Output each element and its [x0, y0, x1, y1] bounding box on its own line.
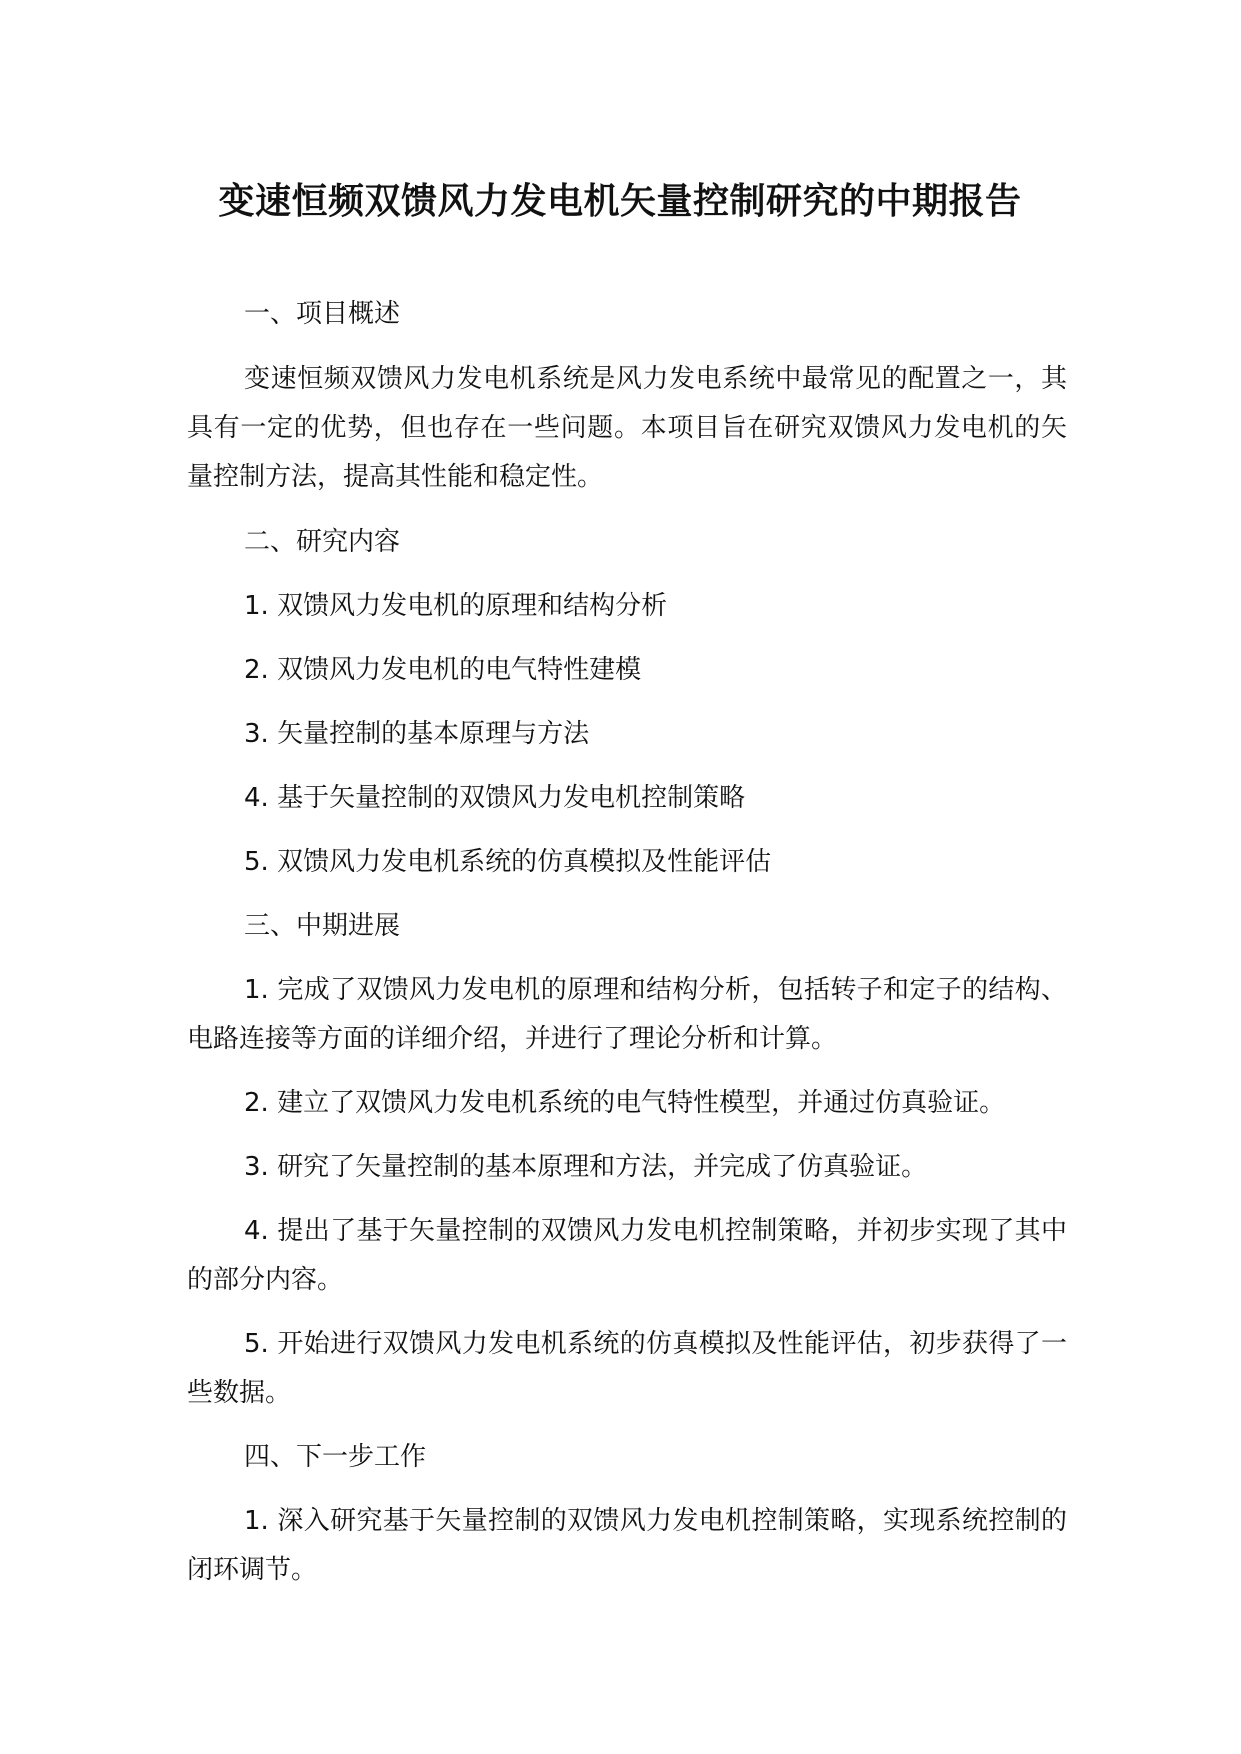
progress-item-2: 2. 建立了双馈风力发电机系统的电气特性模型，并通过仿真验证。 — [244, 1088, 1006, 1118]
research-item-2: 2. 双馈风力发电机的电气特性建模 — [244, 655, 642, 685]
progress-item-3: 3. 研究了矢量控制的基本原理和方法，并完成了仿真验证。 — [244, 1152, 928, 1182]
research-item-3: 3. 矢量控制的基本原理与方法 — [244, 719, 590, 749]
section-heading-overview: 一、项目概述 — [244, 299, 401, 329]
document-title: 变速恒频双馈风力发电机矢量控制研究的中期报告 — [218, 181, 1022, 222]
research-item-5: 5. 双馈风力发电机系统的仿真模拟及性能评估 — [244, 847, 772, 877]
next-step-item-1: 1. 深入研究基于矢量控制的双馈风力发电机控制策略，实现系统控制的闭环调节。 — [187, 1506, 1067, 1585]
research-item-4: 4. 基于矢量控制的双馈风力发电机控制策略 — [244, 783, 746, 813]
research-item-1: 1. 双馈风力发电机的原理和结构分析 — [244, 591, 668, 621]
progress-item-1: 1. 完成了双馈风力发电机的原理和结构分析，包括转子和定子的结构、电路连接等方面的详细介绍，并进行了理论分析和计算。 — [187, 975, 1067, 1054]
section-heading-research-content: 二、研究内容 — [244, 527, 401, 557]
section-heading-progress: 三、中期进展 — [244, 911, 401, 941]
progress-item-4: 4. 提出了基于矢量控制的双馈风力发电机控制策略，并初步实现了其中的部分内容。 — [187, 1216, 1067, 1295]
progress-item-5: 5. 开始进行双馈风力发电机系统的仿真模拟及性能评估，初步获得了一些数据。 — [187, 1329, 1067, 1408]
section-heading-next-steps: 四、下一步工作 — [244, 1442, 427, 1472]
document-body — [187, 290, 1067, 1595]
overview-paragraph: 变速恒频双馈风力发电机系统是风力发电系统中最常见的配置之一，其具有一定的优势，但也存在一些问题。本项目旨在研究双馈风力发电机的矢量控制方法，提高其性能和稳定性。 — [187, 364, 1067, 492]
